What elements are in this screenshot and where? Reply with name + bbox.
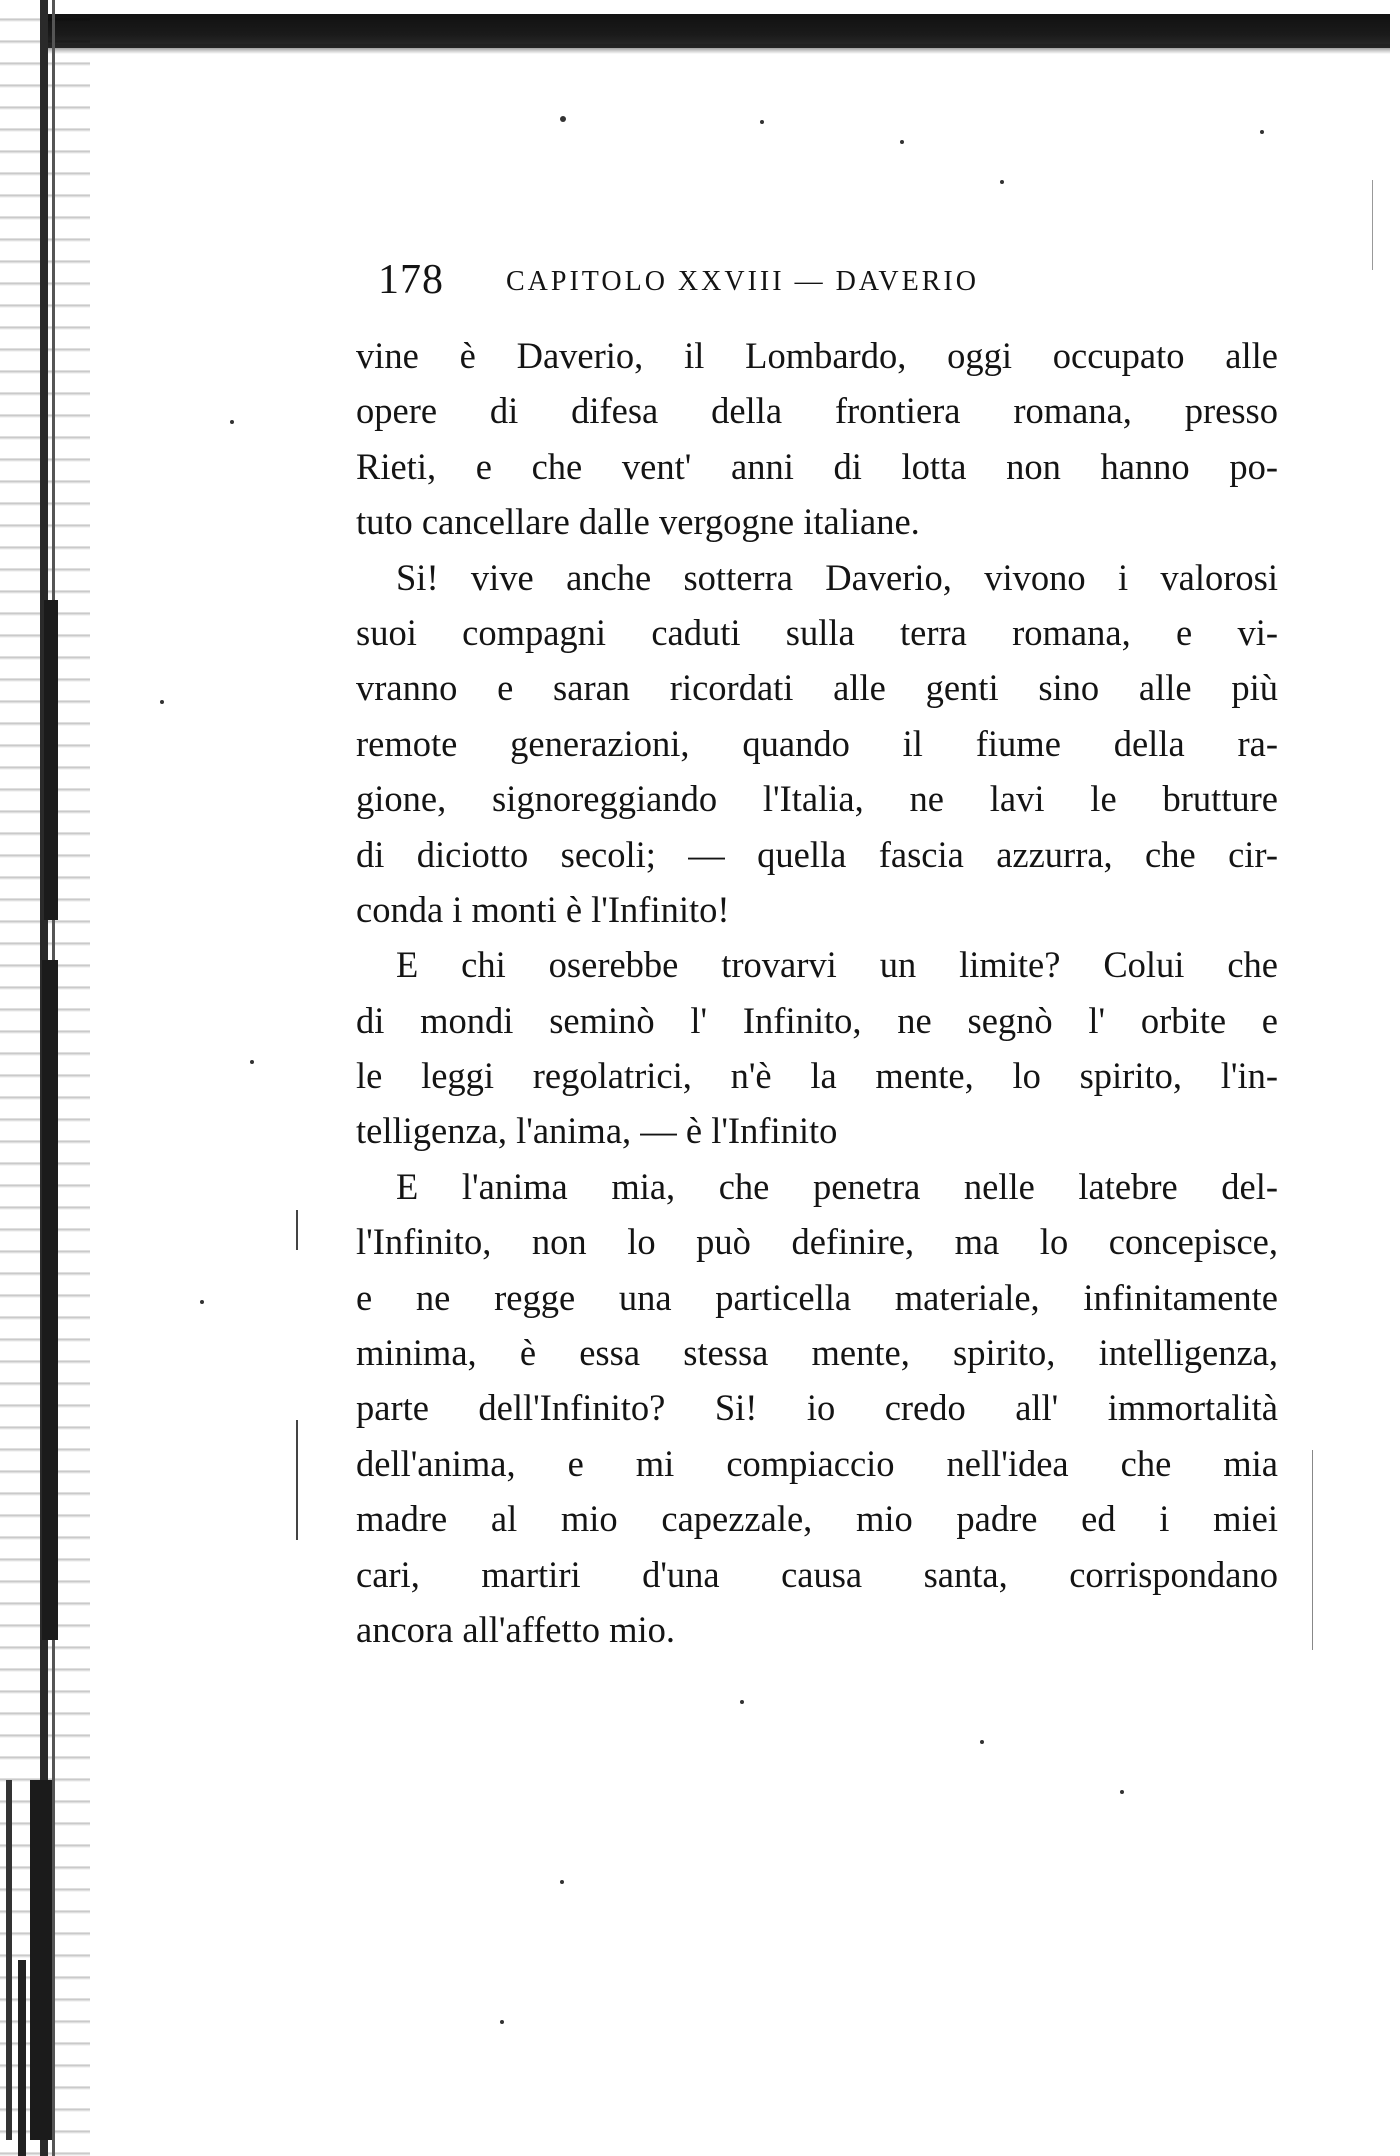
text-line: suoi compagni caduti sulla terra romana, e vi- [356, 611, 1278, 653]
text-line: parte dell'Infinito? Si! io credo all' immortalità [356, 1387, 1278, 1429]
text-line: vranno e saran ricordati alle genti sino alle più [356, 667, 1278, 709]
scan-speck [1260, 130, 1264, 134]
text-line: E chi oserebbe trovarvi un limite? Colui che [396, 944, 1278, 986]
text-line: Si! vive anche sotterra Daverio, vivono i valorosi [396, 556, 1278, 598]
scan-speck [560, 116, 566, 122]
text-line: tuto cancellare dalle vergogne italiane. [356, 501, 920, 543]
text-line: le leggi regolatrici, n'è la mente, lo spirito, l'in- [356, 1055, 1278, 1097]
scan-speck [760, 120, 764, 124]
text-line: remote generazioni, quando il fiume della ra- [356, 722, 1278, 764]
text-line: minima, è essa stessa mente, spirito, intelligenza, [356, 1332, 1278, 1374]
scan-top-border-fade [40, 44, 1390, 54]
text-line: madre al mio capezzale, mio padre ed i miei [356, 1498, 1278, 1540]
scan-speck [740, 1700, 744, 1704]
text-line: dell'anima, e mi compiaccio nell'idea che mia [356, 1442, 1278, 1484]
text-line: Rieti, e che vent' anni di lotta non hanno po- [356, 445, 1278, 487]
text-line: vine è Daverio, il Lombardo, oggi occupato alle [356, 335, 1278, 376]
text-line: cari, martiri d'una causa santa, corrispondano [356, 1553, 1278, 1595]
text-line: gione, signoreggiando l'Italia, ne lavi le brutture [356, 778, 1278, 820]
scan-speck [1000, 180, 1004, 184]
margin-mark [1312, 1450, 1313, 1650]
text-line: di mondi seminò l' Infinito, ne segnò l' orbite e [356, 999, 1278, 1041]
binding-stripe [44, 600, 58, 920]
text-line: conda i monti è l'Infinito! [356, 888, 730, 930]
text-line: di diciotto secoli; — quella fascia azzurra, che cir- [356, 833, 1278, 875]
scan-speck [560, 1880, 564, 1884]
text-line: telligenza, l'anima, — è l'Infinito [356, 1110, 838, 1152]
binding-stripe [18, 1960, 26, 2156]
scan-speck [980, 1740, 984, 1744]
page-header [378, 256, 1298, 306]
body-text [356, 328, 1278, 1657]
margin-mark [1372, 180, 1373, 270]
scan-speck [230, 420, 234, 424]
text-line: E l'anima mia, che penetra nelle latebre del- [396, 1165, 1278, 1207]
running-title: CAPITOLO XXVIII — DAVERIO [506, 266, 979, 297]
scan-speck [900, 140, 904, 144]
binding-stripe [6, 1780, 12, 2140]
text-line: e ne regge una particella materiale, infinitamente [356, 1276, 1278, 1318]
scan-speck [500, 2020, 504, 2024]
scan-speck [200, 1300, 204, 1304]
page-number: 178 [378, 257, 444, 303]
scan-top-border [40, 14, 1390, 48]
scan-speck [1120, 1790, 1124, 1794]
text-line: opere di difesa della frontiera romana, presso [356, 390, 1278, 432]
binding-stripe [42, 960, 58, 1640]
margin-mark [296, 1210, 298, 1250]
margin-mark [296, 1420, 298, 1540]
scan-speck [160, 700, 164, 704]
scan-speck [250, 1060, 254, 1064]
text-line: l'Infinito, non lo può definire, ma lo concepisce, [356, 1221, 1278, 1263]
binding-stripe [30, 1780, 52, 2140]
text-line: ancora all'affetto mio. [356, 1608, 676, 1650]
